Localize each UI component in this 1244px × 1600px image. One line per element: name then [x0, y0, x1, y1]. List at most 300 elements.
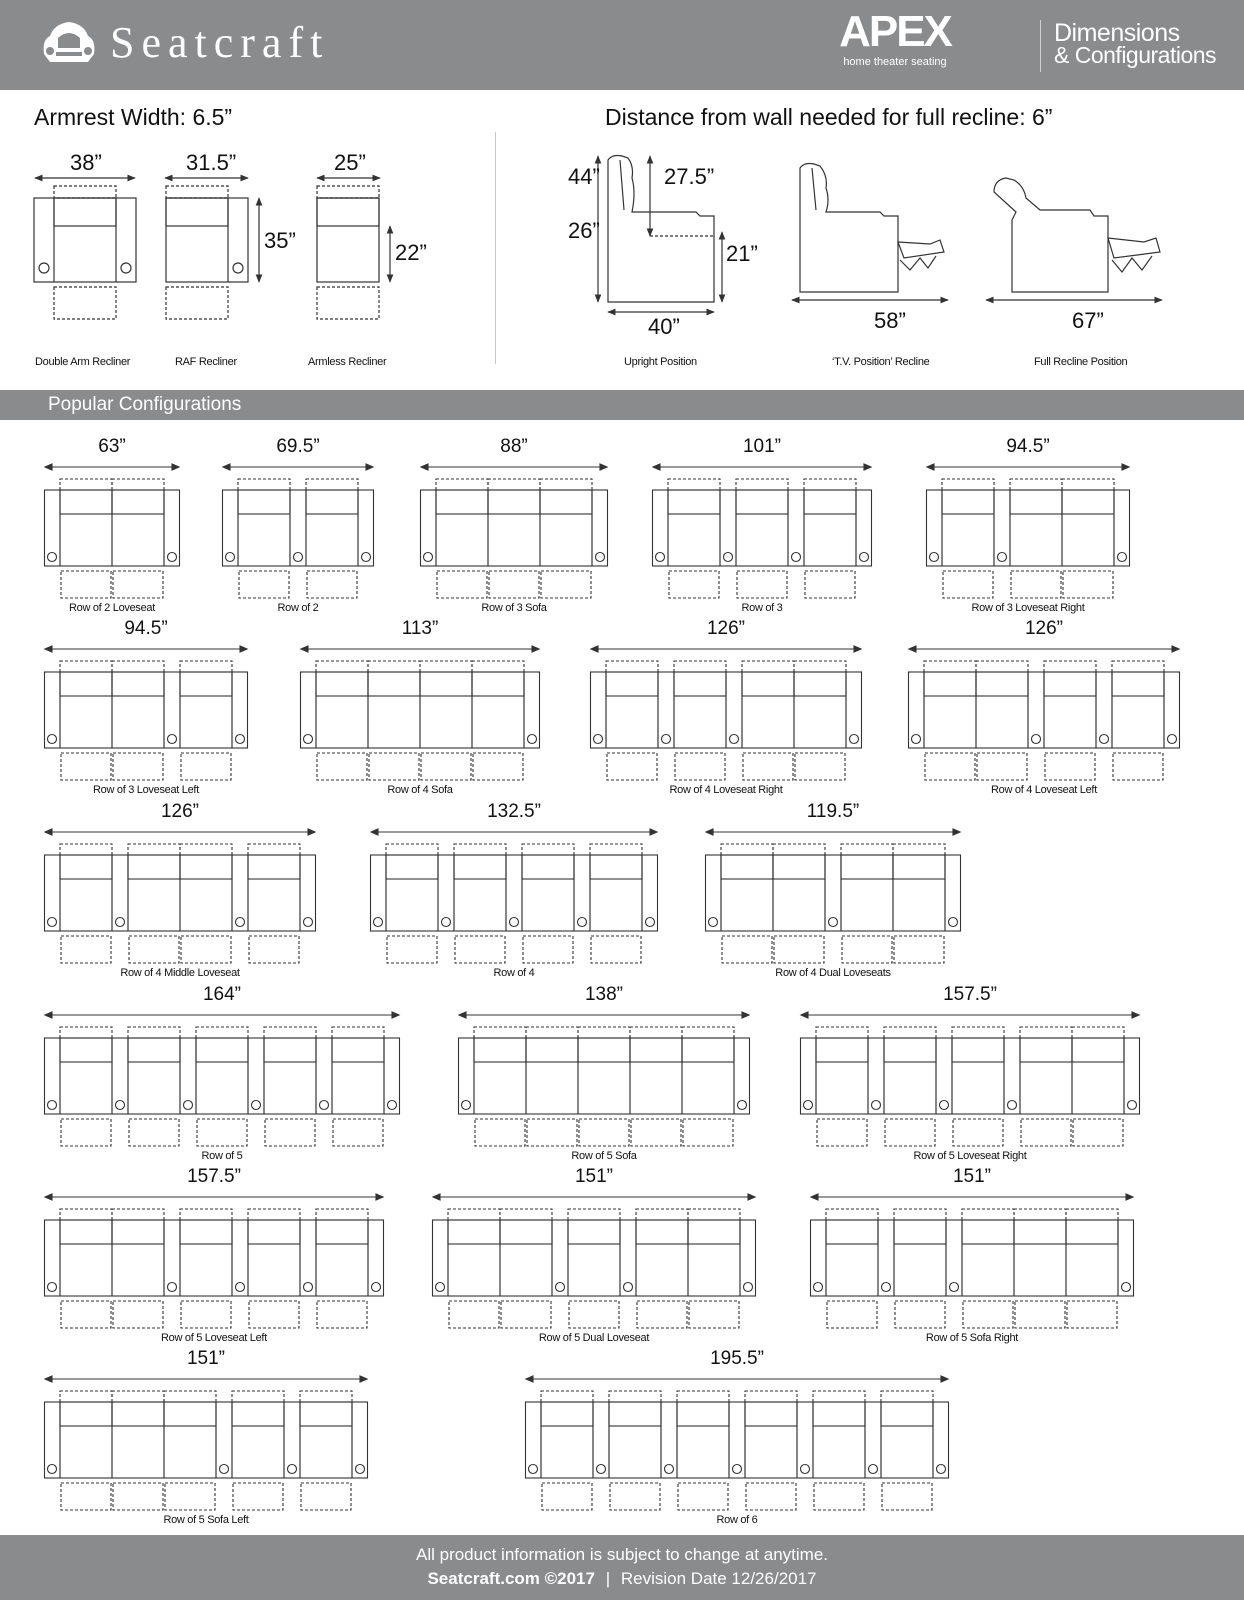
arrow-right-icon: [308, 829, 315, 835]
headrest-outline: [248, 1209, 300, 1220]
apex-subtitle: home theater seating: [843, 56, 947, 68]
row-body: [459, 1038, 750, 1114]
backrest: [522, 855, 574, 879]
headrest-outline: [60, 1391, 112, 1402]
upright-back-height: 27.5”: [664, 164, 715, 189]
configuration-drawing: [420, 440, 608, 600]
backrest: [368, 672, 420, 696]
backrest: [1072, 1038, 1124, 1062]
headrest-outline: [474, 1027, 526, 1038]
backrest: [232, 1402, 284, 1426]
backrest: [60, 490, 112, 514]
cup-holder-icon: [730, 735, 739, 744]
site-copyright: Seatcraft.com ©2017: [427, 1569, 595, 1588]
footrest-outline: [61, 571, 111, 598]
configuration-width-label: 113”: [401, 618, 439, 639]
arrow-right-icon: [953, 829, 960, 835]
backrest: [488, 490, 540, 514]
headrest-outline: [60, 844, 112, 855]
configuration-width-label: 151”: [574, 1166, 614, 1187]
footrest-outline: [894, 936, 944, 963]
arrow-right-icon: [172, 464, 179, 470]
cup-holder-icon: [869, 1465, 878, 1474]
backrest: [942, 490, 994, 514]
footer-credits: [0, 1569, 1244, 1589]
configuration-drawing: [908, 622, 1180, 782]
headrest-outline: [541, 1391, 593, 1402]
configuration-drawing: [44, 440, 180, 600]
backrest: [1112, 672, 1164, 696]
headrest-outline: [773, 844, 825, 855]
footrest-outline: [181, 936, 231, 963]
backrest: [112, 1220, 164, 1244]
backrest: [420, 672, 472, 696]
cup-holder-icon: [596, 553, 605, 562]
backrest: [54, 198, 116, 226]
headrest-outline: [952, 1027, 1004, 1038]
configuration-drawing: [44, 622, 248, 782]
spec-divider: [495, 132, 496, 364]
configuration-9: [908, 618, 1180, 796]
headrest-outline: [112, 1391, 164, 1402]
double-arm-caption: Double Arm Recliner: [35, 356, 131, 368]
headrest-outline: [677, 1391, 729, 1402]
arrow-left-icon: [909, 646, 916, 652]
cup-holder-icon: [1008, 1101, 1017, 1110]
cup-holder-icon: [578, 918, 587, 927]
cup-holder-icon: [304, 735, 313, 744]
footrest-outline: [882, 1483, 932, 1510]
headrest-outline: [1072, 1027, 1124, 1038]
configuration-14: [458, 984, 750, 1162]
configuration-drawing: [458, 988, 750, 1148]
arrow-left-icon: [801, 1012, 808, 1018]
footrest-outline: [61, 1301, 111, 1328]
tv-width: 58”: [874, 308, 906, 333]
headrest-outline: [1020, 1027, 1072, 1038]
configuration-7: [300, 618, 540, 796]
section-title: Popular Configurations: [48, 394, 242, 415]
headrest-outline: [196, 1027, 248, 1038]
headrest-outline: [881, 1391, 933, 1402]
backrest: [540, 490, 592, 514]
cup-holder-icon: [184, 1101, 193, 1110]
footer: [0, 1535, 1244, 1600]
cup-holder-icon: [1122, 1283, 1131, 1292]
cup-holder-icon: [372, 1283, 381, 1292]
footrest-outline: [637, 1301, 687, 1328]
disclaimer: All product information is subject to change at anytime.: [416, 1545, 828, 1564]
arrow-left-icon: [45, 1012, 52, 1018]
configuration-drawing: [300, 622, 540, 782]
backrest: [472, 672, 524, 696]
backrest: [1014, 1220, 1066, 1244]
headrest-outline: [736, 479, 788, 490]
upright-total-height: 44”: [568, 164, 600, 189]
configuration-name-label: Row of 3 Loveseat Left: [93, 784, 199, 796]
row-body: [45, 1402, 368, 1478]
arrow-right-icon: [650, 829, 657, 835]
footrest-outline: [774, 936, 824, 963]
headrest-outline: [826, 1209, 878, 1220]
arrow-left-icon: [653, 464, 660, 470]
backrest: [128, 1038, 180, 1062]
arrow-right-icon: [854, 646, 861, 652]
configuration-width-label: 132.5”: [487, 801, 541, 822]
cup-holder-icon: [724, 553, 733, 562]
footrest-outline: [301, 1483, 351, 1510]
cup-holder-icon: [48, 1101, 57, 1110]
headrest-outline: [128, 844, 180, 855]
cup-holder-icon: [374, 918, 383, 927]
footrest-outline: [591, 936, 641, 963]
full-recline-caption: Full Recline Position: [1034, 356, 1128, 368]
configuration-3: [420, 436, 608, 614]
configuration-width-label: 88”: [500, 436, 528, 457]
headrest-outline: [54, 186, 116, 198]
arrow-right-icon: [742, 1012, 749, 1018]
footrest-outline: [737, 571, 787, 598]
brand: [38, 18, 329, 68]
backrest: [196, 1038, 248, 1062]
apex-logo: [830, 7, 960, 68]
raf-width: 31.5”: [186, 150, 237, 175]
backrest: [773, 855, 825, 879]
double-arm-recliner-drawing: [34, 178, 136, 319]
headrest-outline: [1112, 661, 1164, 672]
row-body: [433, 1220, 756, 1296]
backrest: [112, 1402, 164, 1426]
cup-holder-icon: [829, 918, 838, 927]
backrest: [1066, 1220, 1118, 1244]
footrest-outline: [369, 753, 419, 780]
cup-holder-icon: [937, 1465, 946, 1474]
upright-width: 40”: [648, 314, 680, 339]
configuration-drawing: [652, 440, 872, 600]
arrow-left-icon: [45, 829, 52, 835]
arrow-left-icon: [223, 464, 230, 470]
footrest-outline: [542, 1483, 592, 1510]
backrest: [884, 1038, 936, 1062]
configuration-width-label: 157.5”: [187, 1166, 241, 1187]
backrest: [112, 490, 164, 514]
backrest: [386, 855, 438, 879]
cup-holder-icon: [950, 1283, 959, 1292]
footrest-outline: [746, 1483, 796, 1510]
configuration-drawing: [810, 1170, 1134, 1330]
arrow-right-icon: [376, 1194, 383, 1200]
arrow-left-icon: [433, 1194, 440, 1200]
footrest-outline: [541, 571, 591, 598]
footrest-outline: [1113, 753, 1163, 780]
headrest-outline: [636, 1209, 688, 1220]
headrest-outline: [522, 844, 574, 855]
cup-holder-icon: [528, 735, 537, 744]
configuration-5: [926, 436, 1130, 614]
headrest-outline: [804, 479, 856, 490]
headrest-outline: [1062, 479, 1114, 490]
backrest: [306, 490, 358, 514]
configuration-drawing: [44, 1170, 384, 1330]
footrest-outline: [1063, 571, 1113, 598]
arrow-right-icon: [748, 1194, 755, 1200]
configuration-17: [432, 1166, 756, 1344]
configuration-width-label: 94.5”: [1006, 436, 1050, 457]
upright-seat-height: 26”: [568, 218, 600, 243]
revision-date: Revision Date 12/26/2017: [620, 1569, 817, 1588]
headrest-outline: [180, 1209, 232, 1220]
cup-holder-icon: [48, 735, 57, 744]
backrest: [609, 1402, 661, 1426]
cup-holder-icon: [436, 1283, 445, 1292]
headrest-outline: [674, 661, 726, 672]
configuration-width-label: 126”: [706, 618, 746, 639]
headrest-outline: [180, 844, 232, 855]
configuration-name-label: Row of 5 Loveseat Left: [161, 1332, 267, 1344]
headrest-outline: [60, 1027, 112, 1038]
configuration-drawing: [525, 1352, 949, 1512]
cup-holder-icon: [48, 918, 57, 927]
headrest-outline: [316, 661, 368, 672]
raf-caption: RAF Recliner: [175, 356, 237, 368]
configuration-12: [705, 801, 961, 979]
arrow-left-icon: [591, 646, 598, 652]
backrest: [448, 1220, 500, 1244]
configuration-name-label: Row of 4: [493, 967, 535, 979]
backrest: [60, 1220, 112, 1244]
backrest: [180, 1220, 232, 1244]
headrest-outline: [306, 479, 358, 490]
headrest-outline: [128, 1027, 180, 1038]
footrest-outline: [795, 753, 845, 780]
cup-holder-icon: [116, 918, 125, 927]
cup-holder-icon: [233, 263, 243, 273]
headrest-outline: [976, 661, 1028, 672]
configuration-13: [44, 984, 400, 1162]
arrow-left-icon: [45, 646, 52, 652]
cup-holder-icon: [738, 1101, 747, 1110]
headrest-outline: [841, 844, 893, 855]
cup-holder-icon: [556, 1283, 565, 1292]
headrest-outline: [745, 1391, 797, 1402]
cup-holder-icon: [594, 735, 603, 744]
headrest-outline: [540, 479, 592, 490]
cup-holder-icon: [529, 1465, 538, 1474]
backrest: [60, 672, 112, 696]
cup-holder-icon: [1118, 553, 1127, 562]
backrest: [668, 490, 720, 514]
row-body: [45, 1038, 400, 1114]
headrest-outline: [1066, 1209, 1118, 1220]
footrest-outline: [814, 1483, 864, 1510]
headrest-outline: [688, 1209, 740, 1220]
headrest-outline: [816, 1027, 868, 1038]
backrest: [813, 1402, 865, 1426]
backrest: [606, 672, 658, 696]
footrest-outline: [631, 1119, 681, 1146]
configuration-20: [525, 1348, 949, 1526]
backrest: [568, 1220, 620, 1244]
cup-holder-icon: [252, 1101, 261, 1110]
backrest: [436, 490, 488, 514]
footrest-outline: [387, 936, 437, 963]
headrest-outline: [248, 844, 300, 855]
configuration-11: [370, 801, 658, 979]
configuration-drawing: [370, 805, 658, 965]
configuration-drawing: [705, 805, 961, 965]
backrest: [688, 1220, 740, 1244]
header-divider: [1040, 20, 1041, 72]
row-body: [223, 490, 374, 566]
arrow-right-icon: [1126, 1194, 1133, 1200]
headrest-outline: [60, 661, 112, 672]
configuration-name-label: Row of 4 Sofa: [387, 784, 453, 796]
backrest: [578, 1038, 630, 1062]
configuration-width-label: 195.5”: [710, 1348, 764, 1369]
row-body: [706, 855, 961, 931]
cup-holder-icon: [656, 553, 665, 562]
headrest-outline: [112, 661, 164, 672]
row-body: [45, 1220, 384, 1296]
headrest-outline: [813, 1391, 865, 1402]
footrest-outline: [1011, 571, 1061, 598]
tv-caption: ‘T.V. Position’ Recline: [832, 356, 930, 368]
cup-holder-icon: [624, 1283, 633, 1292]
headrest-outline: [112, 479, 164, 490]
backrest: [264, 1038, 316, 1062]
arrow-right-icon: [240, 646, 247, 652]
configuration-name-label: Row of 5 Dual Loveseat: [538, 1332, 650, 1344]
cup-holder-icon: [912, 735, 921, 744]
cup-holder-icon: [801, 1465, 810, 1474]
footrest-outline: [743, 753, 793, 780]
footrest-outline: [249, 936, 299, 963]
row-body: [811, 1220, 1134, 1296]
header-bar: [0, 0, 1244, 90]
backrest: [682, 1038, 734, 1062]
headrest-outline: [60, 1209, 112, 1220]
arrow-right-icon: [941, 1376, 948, 1382]
headrest-outline: [526, 1027, 578, 1038]
armless-recliner-drawing: [317, 178, 390, 319]
recline-title: Distance from wall needed for full recline: 6”: [605, 104, 1053, 130]
configuration-drawing: [590, 622, 862, 782]
backrest: [794, 672, 846, 696]
footrest-outline: [61, 753, 111, 780]
footrest-outline: [437, 571, 487, 598]
configuration-18: [810, 1166, 1134, 1344]
backrest: [826, 1220, 878, 1244]
footer-separator: |: [605, 1569, 611, 1588]
arrow-left-icon: [371, 829, 378, 835]
headrest-outline: [590, 844, 642, 855]
cup-holder-icon: [804, 1101, 813, 1110]
cup-holder-icon: [744, 1283, 753, 1292]
backrest: [112, 672, 164, 696]
cup-holder-icon: [116, 1101, 125, 1110]
backrest: [60, 855, 112, 879]
footrest-outline: [722, 936, 772, 963]
backrest: [881, 1402, 933, 1426]
cup-holder-icon: [510, 918, 519, 927]
headrest-outline: [1044, 661, 1096, 672]
row-body: [801, 1038, 1140, 1114]
footrest-outline: [885, 1119, 935, 1146]
headrest-outline: [436, 479, 488, 490]
full-recline-drawing: [986, 178, 1162, 300]
configuration-width-label: 119.5”: [806, 801, 860, 822]
backrest: [180, 855, 232, 879]
footrest-outline: [239, 571, 289, 598]
footrest-outline: [805, 571, 855, 598]
headrest-outline: [232, 1391, 284, 1402]
cup-holder-icon: [226, 553, 235, 562]
headrest-outline: [300, 1391, 352, 1402]
backrest: [474, 1038, 526, 1062]
headrest-outline: [60, 479, 112, 490]
cup-holder-icon: [872, 1101, 881, 1110]
cup-holder-icon: [709, 918, 718, 927]
configuration-name-label: Row of 4 Dual Loveseats: [775, 967, 891, 979]
backrest: [721, 855, 773, 879]
backrest: [745, 1402, 797, 1426]
footrest-outline: [943, 571, 993, 598]
backrest: [841, 855, 893, 879]
headrest-outline: [742, 661, 794, 672]
footrest-outline: [1067, 1301, 1117, 1328]
headrest-outline: [238, 479, 290, 490]
configuration-width-label: 151”: [186, 1348, 226, 1369]
configuration-width-label: 164”: [202, 984, 242, 1005]
configuration-width-label: 94.5”: [124, 618, 168, 639]
configuration-width-label: 126”: [1024, 618, 1064, 639]
tv-position-drawing: [792, 164, 948, 301]
row-body: [45, 672, 248, 748]
arrow-right-icon: [392, 1012, 399, 1018]
cup-holder-icon: [362, 553, 371, 562]
page-title: [1054, 19, 1217, 68]
row-body: [653, 490, 872, 566]
cup-holder-icon: [356, 1465, 365, 1474]
footrest-outline: [489, 571, 539, 598]
headrest-outline: [488, 479, 540, 490]
backrest: [924, 672, 976, 696]
cup-holder-icon: [1100, 735, 1109, 744]
cup-holder-icon: [597, 1465, 606, 1474]
headrest-outline: [454, 844, 506, 855]
cup-holder-icon: [662, 735, 671, 744]
arrow-left-icon: [45, 464, 52, 470]
cup-holder-icon: [940, 1101, 949, 1110]
configuration-width-label: 157.5”: [943, 984, 997, 1005]
footrest-outline: [579, 1119, 629, 1146]
headrest-outline: [180, 661, 232, 672]
headrest-outline: [500, 1209, 552, 1220]
arrow-right-icon: [1122, 464, 1129, 470]
backrest: [894, 1220, 946, 1244]
arrow-left-icon: [706, 829, 713, 835]
backrest: [636, 1220, 688, 1244]
configuration-drawing: [44, 988, 400, 1148]
backrest: [674, 672, 726, 696]
headrest-outline: [630, 1027, 682, 1038]
backrest: [248, 1220, 300, 1244]
headrest-outline: [368, 661, 420, 672]
configuration-drawing: [222, 440, 374, 600]
backrest: [962, 1220, 1014, 1244]
full-recline-width: 67”: [1072, 308, 1104, 333]
footrest-outline: [61, 1483, 111, 1510]
